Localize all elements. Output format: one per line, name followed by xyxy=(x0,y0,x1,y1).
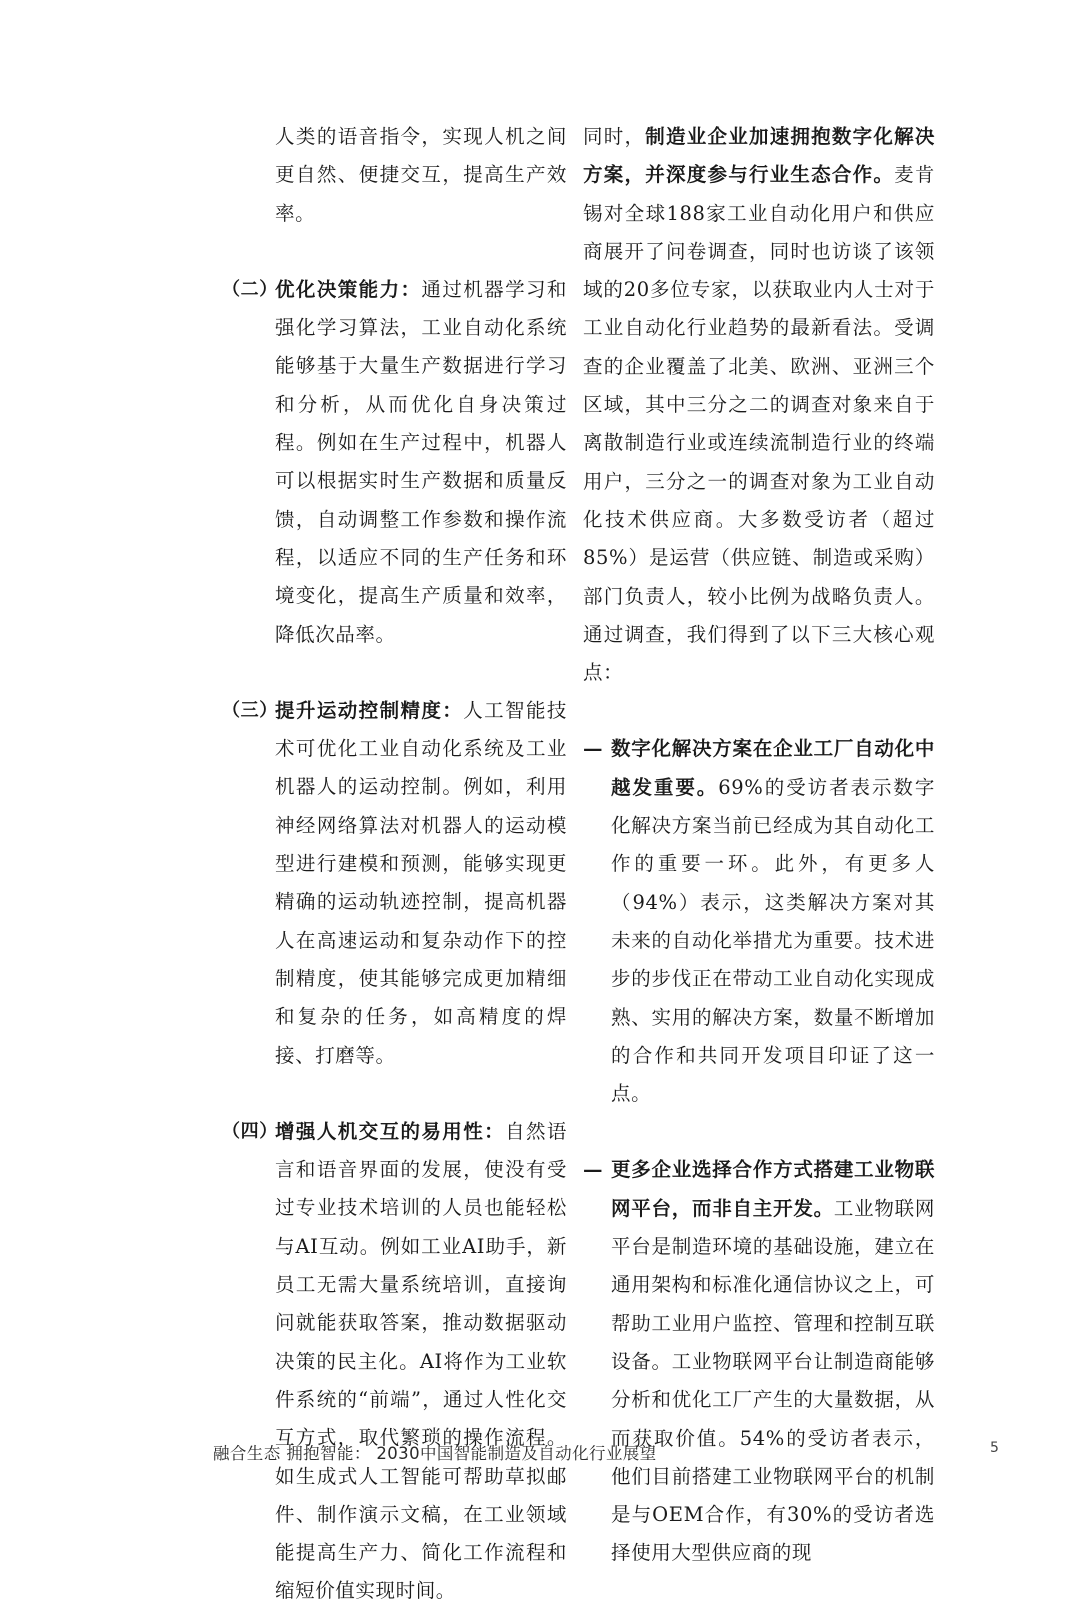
list-item xyxy=(222,271,567,654)
item-text: 人工智能技术可优化工业自动化系统及工业机器人的运动控制。例如，利用神经网络算法对机器人的运动模型进行建模和预测，能够实现更精确的运动轨迹控制，提高机器人在高速运动和复杂动作下的控制精度，使其能够完成更加精细和复杂的任务，如高精度的焊接、打磨等。 xyxy=(275,698,567,1067)
item-heading: 优化决策能力： xyxy=(275,277,422,301)
intro-lead: 同时， xyxy=(583,125,646,148)
item-number: （四） xyxy=(222,1120,278,1142)
footer-title: 融合生态 拥抱智能： 2030中国智能制造及自动化行业展望 xyxy=(213,1444,657,1463)
bullet-item xyxy=(583,1151,935,1572)
item-text: 通过机器学习和强化学习算法，工业自动化系统能够基于大量生产数据进行学习和分析，从而优化自身决策过程。例如在生产过程中，机器人可以根据实时生产数据和质量反馈，自动调整工作参数和操作流程，以适应不同的生产任务和环境变化，提高生产质量和效率，降低次品率。 xyxy=(275,277,567,646)
bullet-heading: 数字化解决方案在企业工厂自动化中越发重要。 xyxy=(611,737,935,799)
item-heading: 增强人机交互的易用性： xyxy=(275,1119,506,1143)
bullet-item xyxy=(583,730,935,1113)
dash-icon: — xyxy=(583,1158,604,1182)
bullet-heading: 更多企业选择合作方式搭建工业物联网平台，而非自主开发。 xyxy=(611,1158,935,1220)
survey-intro xyxy=(583,118,935,692)
item-heading: 提升运动控制精度： xyxy=(275,698,464,722)
right-column xyxy=(583,118,935,1573)
intro-text: 麦肯锡对全球188家工业自动化用户和供应商展开了问卷调查，同时也访谈了该领域的20多位专家，以获取业内人士对于工业自动化行业趋势的最新看法。受调查的企业覆盖了北美、欧洲、亚洲三个区域，其中三分之二的调查对象来自于离散制造行业或连续流制造行业的终端用户，三分之一的调查对象为工业自动化技术供应商。大多数受访者（超过85%）是运营（供应链、制造或采购）部门负责人，较小比例为战略负责人。通过调查，我们得到了以下三大核心观点： xyxy=(583,163,935,685)
dash-icon: — xyxy=(583,737,604,761)
page-number: 5 xyxy=(990,1440,999,1456)
item-number: （三） xyxy=(222,699,278,721)
left-column xyxy=(222,118,567,1611)
intro-bold: 制造业企业加速拥抱数字化解决方案，并深度参与行业生态合作。 xyxy=(583,125,935,187)
item-number: （二） xyxy=(222,278,278,300)
item-text: 自然语言和语音界面的发展，使没有受过专业技术培训的人员也能轻松与AI互动。例如工业AI助手，新员工无需大量系统培训，直接询问就能获取答案，推动数据驱动决策的民主化。AI将作为工业软件系统的“前端”，通过人性化交互方式，取代繁琐的操作流程。如生成式人工智能可帮助草拟邮件、制作演示文稿，在工业领域能提高生产力、简化工作流程和缩短价值实现时间。 xyxy=(275,1119,567,1603)
bullet-text: 69%的受访者表示数字化解决方案当前已经成为其自动化工作的重要一环。此外，有更多人（94%）表示，这类解决方案对其未来的自动化举措尤为重要。技术进步的步伐正在带动工业自动化实现成熟、实用的解决方案，数量不断增加的合作和共同开发项目印证了这一点。 xyxy=(611,775,935,1106)
bullet-text: 工业物联网平台是制造环境的基础设施，建立在通用架构和标准化通信协议之上，可帮助工业用户监控、管理和控制互联设备。工业物联网平台让制造商能够分析和优化工厂产生的大量数据，从而获取价值。54%的受访者表示，他们目前搭建工业物联网平台的机制是与OEM合作，有30%的受访者选择使用大型供应商的现 xyxy=(611,1196,935,1565)
list-item xyxy=(222,692,567,1075)
list-item xyxy=(222,1113,567,1611)
intro-continuation: 人类的语音指令，实现人机之间更自然、便捷交互，提高生产效率。 xyxy=(275,125,567,225)
